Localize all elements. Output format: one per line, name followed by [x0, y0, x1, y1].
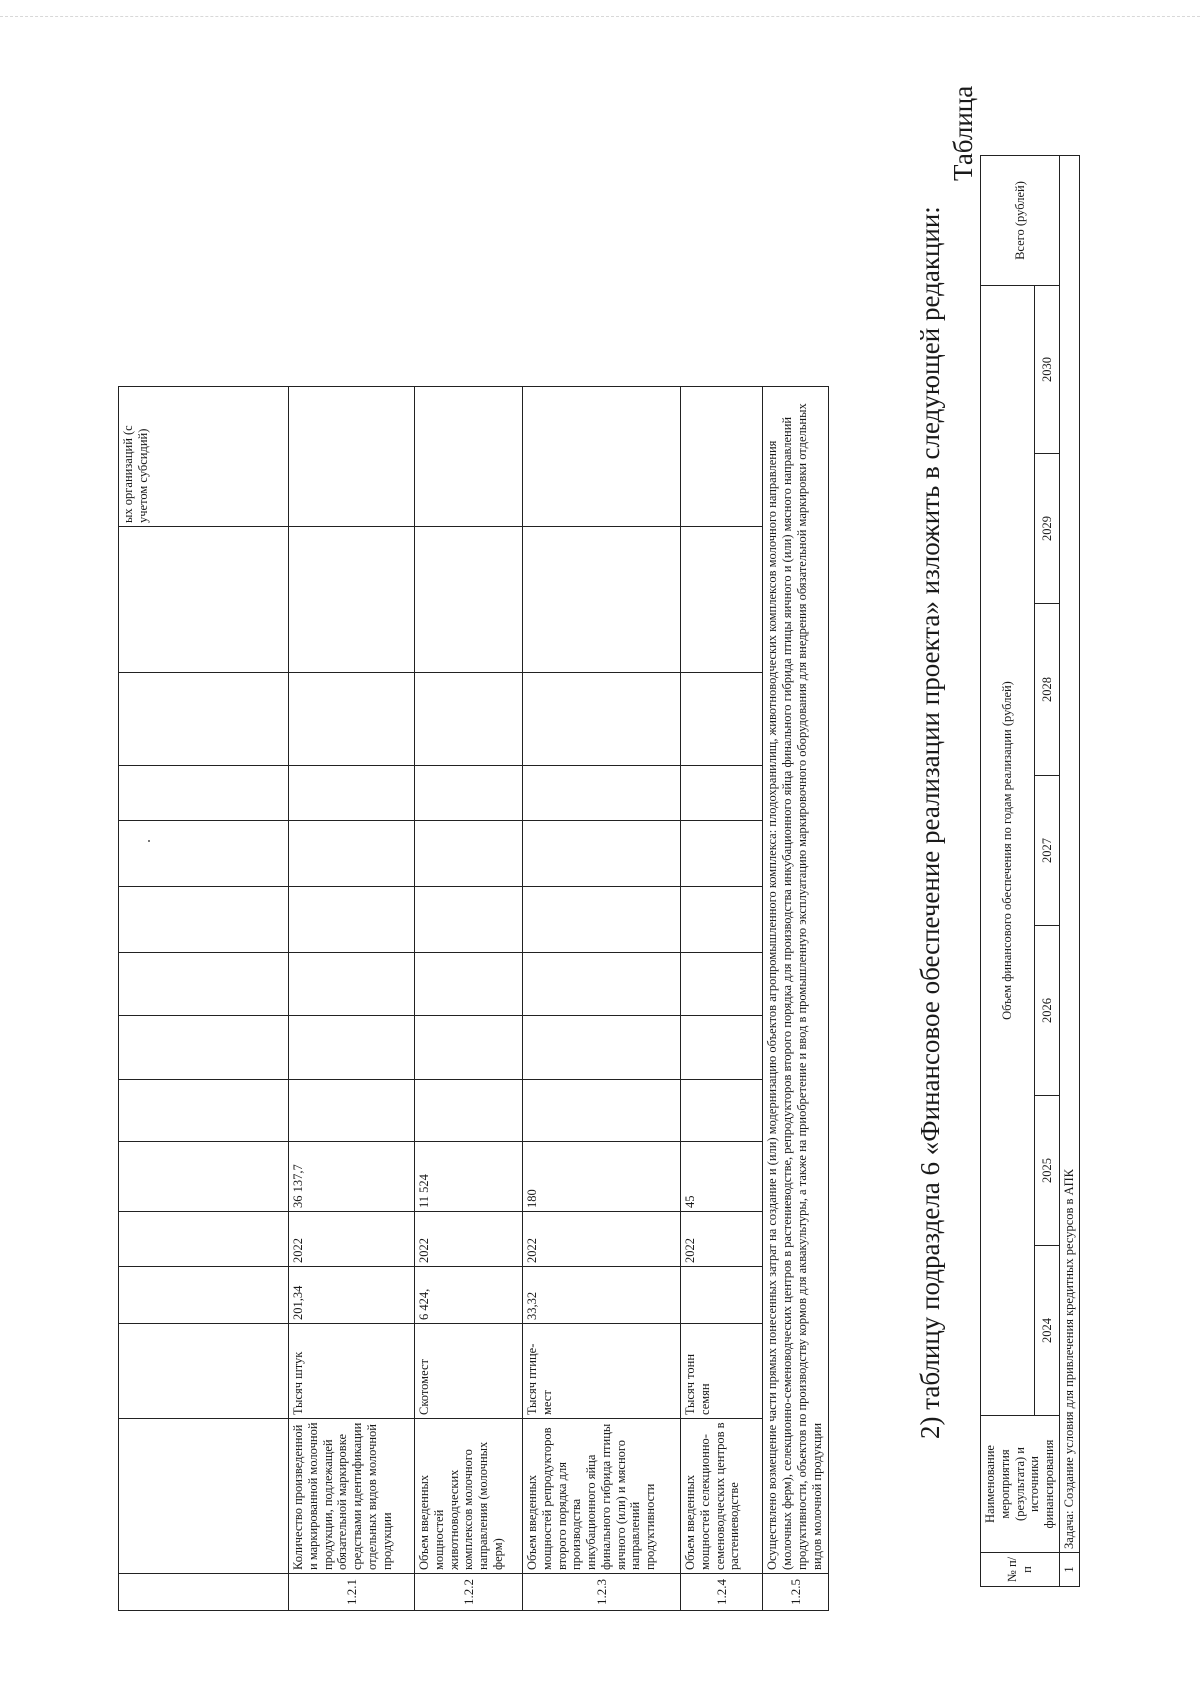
row-unit: Тысяч птице-мест	[523, 1324, 681, 1419]
row-value: 45	[681, 1142, 763, 1212]
table-row	[681, 387, 763, 1611]
row-base-year: 2022	[415, 1212, 523, 1267]
section-heading: 2) таблицу подраздела 6 «Финансовое обеспечение реализации проекта» изложить в следующей редакции:	[915, 206, 945, 1439]
table-row	[523, 387, 681, 1611]
header-group: Объем финансового обеспечения по годам реализации (рублей)	[981, 286, 1035, 1416]
year-cell: 2030	[1035, 286, 1060, 454]
header-name: Наименование мероприятия (результата) и источники финансирования	[981, 1416, 1060, 1553]
table-row-years	[1035, 156, 1060, 1587]
row-base-value: 201,34	[289, 1267, 415, 1324]
row-unit: Скотомест	[415, 1324, 523, 1419]
row-number: 1.2.4	[681, 1574, 763, 1611]
row-base-value: 6 424,	[415, 1267, 523, 1324]
table-row	[289, 387, 415, 1611]
header-tail-cell: ых организаций (с учетом субсидий)	[119, 387, 289, 527]
table-row	[415, 387, 523, 1611]
row-base-value	[681, 1267, 763, 1324]
row-number: 1.2.1	[289, 1574, 415, 1611]
table-row-header-tail	[119, 387, 289, 1611]
header-num: № п/п	[981, 1553, 1060, 1587]
year-cell: 2027	[1035, 776, 1060, 926]
header-total: Всего (рублей)	[981, 156, 1060, 286]
row-name: Объем введенных мощностей селекционно-семеноводческих центров в растениеводстве	[681, 1419, 763, 1574]
financing-table	[980, 155, 1080, 1587]
year-cell: 2025	[1035, 1096, 1060, 1246]
scan-speck	[148, 840, 150, 842]
table-row-task	[1059, 156, 1079, 1587]
row-base-year: 2022	[289, 1212, 415, 1267]
row-base-year: 2022	[523, 1212, 681, 1267]
row-base-value: 33,32	[523, 1267, 681, 1324]
row-name: Объем введенных мощностей репродукторов второго порядка для производства инкубационного яйца финального гибрида птицы яичного (или) и мясного направлений продуктивности	[523, 1419, 681, 1574]
table-row-header	[981, 156, 1035, 1587]
row-unit: Тысяч тонн семян	[681, 1324, 763, 1419]
year-cell: 2024	[1035, 1246, 1060, 1416]
year-cell: 2029	[1035, 454, 1060, 604]
indicators-table	[118, 386, 829, 1611]
row-value: 180	[523, 1142, 681, 1212]
table-row	[763, 387, 829, 1611]
row-number: 1.2.2	[415, 1574, 523, 1611]
row-base-year: 2022	[681, 1212, 763, 1267]
row-value: 11 524	[415, 1142, 523, 1212]
row-number: 1.2.3	[523, 1574, 681, 1611]
row-number: 1.2.5	[763, 1574, 829, 1611]
task-num: 1	[1059, 1553, 1079, 1587]
row-name: Количество произведенной и маркированной молочной продукции, подлежащей обязательной маркировке средствами идентификации отдельных видов молочной продукции	[289, 1419, 415, 1574]
row-name: Объем введенных мощностей животноводческих комплексов молочного направления (молочных ферм)	[415, 1419, 523, 1574]
row-full-text: Осуществлено возмещение части прямых понесенных затрат на создание и (или) модернизацию объектов агропромышленного комплекса: плодохранилищ, животноводческих комплексов молочного направления (молочных ферм), селекционно-семеноводческих центров в растениеводстве, репродукторов второго порядка для производства инкубационного яйца финального гибрида птицы яичного и (или) мясного направлений продуктивности, объектов по производству кормов для аквакультуры, а также на приобретение и ввод в промышленную эксплуатацию маркировочного оборудования для внедрения обязательной маркировки отдельных видов молочной продукции	[763, 387, 829, 1574]
task-text: Задача: Создание условия для привлечения кредитных ресурсов в АПК	[1059, 156, 1079, 1553]
row-unit: Тысяч штук	[289, 1324, 415, 1419]
row-value: 36 137,7	[289, 1142, 415, 1212]
year-cell: 2028	[1035, 604, 1060, 776]
table-label: Таблица	[948, 85, 978, 181]
year-cell: 2026	[1035, 926, 1060, 1096]
